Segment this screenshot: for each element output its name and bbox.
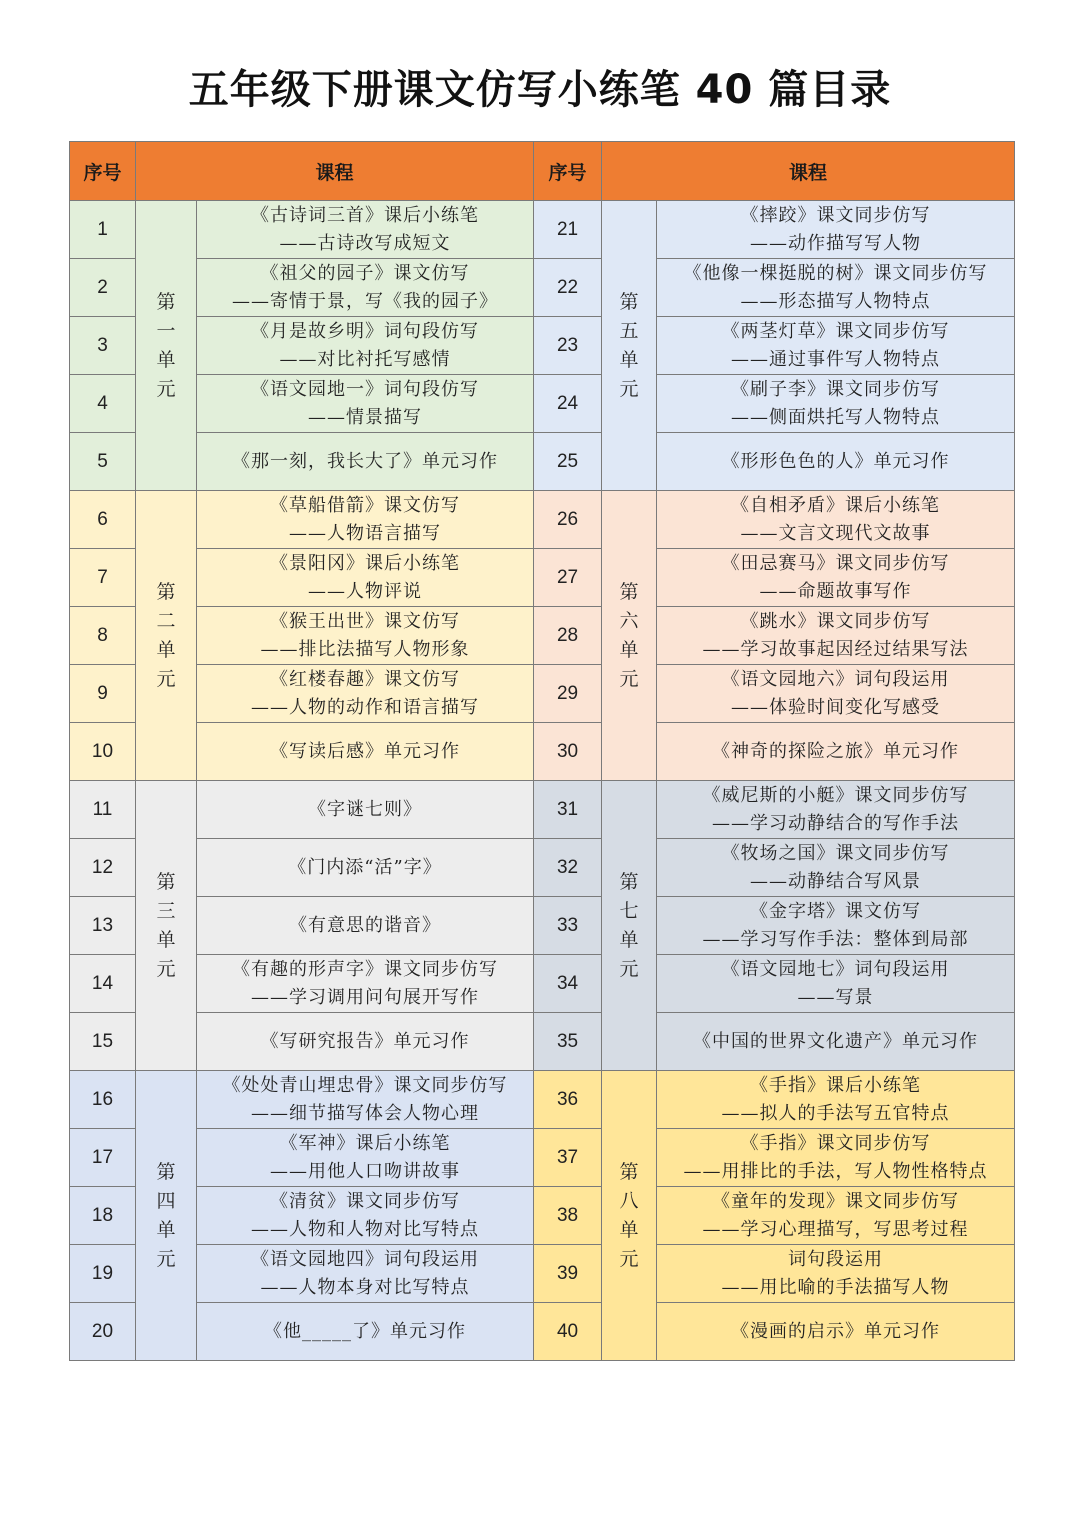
course-subtitle: ——体验时间变化写感受: [731, 696, 941, 718]
course-title: 《红楼春趣》课文仿写: [270, 668, 460, 690]
row-number: 10: [70, 723, 136, 781]
course-title: 《门内添“活”字》: [288, 856, 442, 878]
course-title: 《语文园地四》词句段运用: [251, 1248, 479, 1270]
table-row: [70, 839, 1015, 897]
course-subtitle: ——用比喻的手法描写人物: [721, 1276, 950, 1298]
course-title: 《清贫》课文同步仿写: [270, 1190, 460, 1212]
course-cell: [657, 1187, 1015, 1245]
page-title: 五年级下册课文仿写小练笔 40 篇目录: [188, 67, 892, 113]
course-cell: [657, 839, 1015, 897]
course-subtitle: ——学习调用问句展开写作: [251, 986, 479, 1008]
course-subtitle: ——人物本身对比写特点: [260, 1276, 470, 1298]
unit-label-cell: [136, 201, 197, 491]
unit-label: [156, 868, 175, 984]
course-title: 《语文园地六》词句段运用: [721, 668, 950, 690]
unit-char: 单: [619, 1218, 639, 1241]
course-subtitle: ——古诗改写成短文: [279, 232, 451, 254]
unit-char: 五: [619, 319, 639, 342]
table-row: [70, 1303, 1015, 1361]
unit-char: 第: [156, 290, 176, 313]
course-title: 《猴王出世》课文仿写: [270, 610, 460, 632]
unit-label-cell: [136, 1071, 197, 1361]
unit-char: 元: [156, 957, 176, 980]
course-subtitle: ——用他人口吻讲故事: [270, 1160, 460, 1182]
course-subtitle: ——学习写作手法：整体到局部: [702, 928, 969, 950]
course-subtitle: ——人物语言描写: [289, 522, 441, 544]
unit-char: 第: [619, 870, 639, 893]
course-title: 《语文园地七》词句段运用: [721, 958, 950, 980]
table-row: [70, 491, 1015, 549]
course-cell: [657, 607, 1015, 665]
unit-char: 第: [619, 290, 639, 313]
course-cell: [197, 375, 534, 433]
course-title: 《他_____了》单元习作: [264, 1320, 466, 1342]
course-title: 《中国的世界文化遗产》单元习作: [693, 1030, 979, 1052]
unit-char: 第: [619, 1160, 639, 1183]
course-subtitle: ——写景: [797, 986, 874, 1008]
unit-char: 第: [156, 1160, 176, 1183]
course-cell: [657, 375, 1015, 433]
row-number: 6: [70, 491, 136, 549]
unit-char: 二: [156, 609, 176, 632]
table-row: [70, 897, 1015, 955]
course-subtitle: ——命题故事写作: [759, 580, 912, 602]
table-row: [70, 375, 1015, 433]
course-subtitle: ——侧面烘托写人物特点: [731, 406, 941, 428]
course-title: 《田忌赛马》课文同步仿写: [721, 552, 950, 574]
course-subtitle: ——动静结合写风景: [750, 870, 922, 892]
course-subtitle: ——学习动静结合的写作手法: [712, 812, 960, 834]
unit-label-cell: [602, 1071, 657, 1361]
row-number: 3: [70, 317, 136, 375]
course-title: 词句段运用: [788, 1248, 884, 1270]
unit-char: 八: [619, 1189, 639, 1212]
course-cell: [197, 839, 534, 897]
course-subtitle: ——学习故事起因经过结果写法: [702, 638, 969, 660]
unit-char: 单: [156, 348, 176, 371]
course-subtitle: ——学习心理描写，写思考过程: [702, 1218, 969, 1240]
course-title: 《童年的发现》课文同步仿写: [712, 1190, 960, 1212]
course-cell: [657, 723, 1015, 781]
course-title: 《他像一棵挺脱的树》课文同步仿写: [683, 262, 988, 284]
course-title: 《摔跤》课文同步仿写: [740, 204, 931, 226]
course-subtitle: ——文言文现代文故事: [740, 522, 931, 544]
course-cell: [657, 955, 1015, 1013]
header-row: [70, 142, 1015, 201]
course-title: 《写研究报告》单元习作: [260, 1030, 470, 1052]
row-number: 14: [70, 955, 136, 1013]
course-cell: [657, 781, 1015, 839]
course-cell: [657, 201, 1015, 259]
unit-char: 四: [156, 1189, 176, 1212]
course-subtitle: ——用排比的手法，写人物性格特点: [683, 1160, 988, 1182]
row-number: 32: [534, 839, 602, 897]
unit-char: 单: [156, 638, 176, 661]
course-cell: [197, 1071, 534, 1129]
course-subtitle: ——对比衬托写感情: [279, 348, 451, 370]
row-number: 15: [70, 1013, 136, 1071]
row-number: 9: [70, 665, 136, 723]
course-title: 《自相矛盾》课后小练笔: [731, 494, 941, 516]
course-cell: [197, 549, 534, 607]
course-title: 《威尼斯的小艇》课文同步仿写: [702, 784, 969, 806]
table-row: [70, 781, 1015, 839]
course-title: 《漫画的启示》单元习作: [731, 1320, 941, 1342]
course-cell: [197, 897, 534, 955]
course-cell: [657, 665, 1015, 723]
row-number: 28: [534, 607, 602, 665]
course-cell: [197, 1187, 534, 1245]
unit-label-cell: [602, 491, 657, 781]
course-title: 《那一刻，我长大了》单元习作: [232, 450, 498, 472]
row-number: 31: [534, 781, 602, 839]
course-cell: [657, 1245, 1015, 1303]
course-cell: [657, 897, 1015, 955]
row-number: 21: [534, 201, 602, 259]
course-title: 《神奇的探险之旅》单元习作: [712, 740, 960, 762]
unit-label: [156, 1158, 175, 1274]
table-row: [70, 607, 1015, 665]
row-number: 11: [70, 781, 136, 839]
unit-label: [620, 868, 639, 984]
course-subtitle: ——形态描写人物特点: [740, 290, 931, 312]
row-number: 7: [70, 549, 136, 607]
course-cell: [197, 665, 534, 723]
row-number: 26: [534, 491, 602, 549]
course-title: 《古诗词三首》课后小练笔: [251, 204, 479, 226]
course-title: 《有趣的形声字》课文同步仿写: [232, 958, 498, 980]
course-title: 《处处青山埋忠骨》课文同步仿写: [222, 1074, 508, 1096]
course-title: 《草船借箭》课文仿写: [270, 494, 460, 516]
course-title: 《字谜七则》: [308, 798, 422, 820]
course-cell: [197, 1303, 534, 1361]
course-cell: [657, 317, 1015, 375]
row-number: 12: [70, 839, 136, 897]
row-number: 8: [70, 607, 136, 665]
row-number: 2: [70, 259, 136, 317]
course-cell: [657, 1013, 1015, 1071]
row-number: 29: [534, 665, 602, 723]
course-subtitle: ——寄情于景，写《我的园子》: [232, 290, 498, 312]
row-number: 18: [70, 1187, 136, 1245]
course-cell: [197, 433, 534, 491]
course-title: 《形形色色的人》单元习作: [721, 450, 950, 472]
course-title: 《有意思的谐音》: [289, 914, 441, 936]
course-cell: [197, 955, 534, 1013]
unit-char: 单: [619, 348, 639, 371]
table-row: [70, 1129, 1015, 1187]
table-row: [70, 1071, 1015, 1129]
course-subtitle: ——通过事件写人物特点: [731, 348, 941, 370]
unit-char: 单: [156, 1218, 176, 1241]
course-title: 《语文园地一》词句段仿写: [251, 378, 479, 400]
unit-char: 元: [619, 957, 639, 980]
toc-table: [69, 141, 1015, 1361]
course-title: 《写读后感》单元习作: [270, 740, 460, 762]
course-cell: [657, 491, 1015, 549]
unit-label: [620, 288, 639, 404]
unit-char: 三: [156, 899, 176, 922]
course-title: 《刷子李》课文同步仿写: [731, 378, 941, 400]
course-cell: [657, 433, 1015, 491]
unit-char: 第: [156, 580, 176, 603]
unit-label: [156, 288, 175, 404]
course-title: 《跳水》课文同步仿写: [740, 610, 931, 632]
table-row: [70, 549, 1015, 607]
unit-char: 单: [619, 928, 639, 951]
course-subtitle: ——拟人的手法写五官特点: [721, 1102, 950, 1124]
course-cell: [657, 1303, 1015, 1361]
row-number: 4: [70, 375, 136, 433]
course-cell: [197, 1129, 534, 1187]
row-number: 39: [534, 1245, 602, 1303]
unit-label: [156, 578, 175, 694]
course-cell: [197, 1013, 534, 1071]
unit-char: 一: [156, 319, 176, 342]
table-row: [70, 1245, 1015, 1303]
unit-label-cell: [136, 781, 197, 1071]
course-cell: [197, 1245, 534, 1303]
course-title: 《手指》课文同步仿写: [740, 1132, 931, 1154]
header-course-left: 课程: [136, 142, 534, 201]
table-row: [70, 317, 1015, 375]
unit-label-cell: [602, 201, 657, 491]
unit-char: 七: [619, 899, 639, 922]
row-number: 30: [534, 723, 602, 781]
course-subtitle: ——人物评说: [308, 580, 422, 602]
course-title: 《两茎灯草》课文同步仿写: [721, 320, 950, 342]
unit-label-cell: [136, 491, 197, 781]
unit-label-cell: [602, 781, 657, 1071]
course-cell: [657, 549, 1015, 607]
course-title: 《祖父的园子》课文仿写: [260, 262, 470, 284]
unit-label: [620, 1158, 639, 1274]
unit-char: 第: [156, 870, 176, 893]
table-row: [70, 201, 1015, 259]
course-cell: [197, 317, 534, 375]
unit-char: 第: [619, 580, 639, 603]
unit-char: 元: [619, 377, 639, 400]
course-title: 《月是故乡明》词句段仿写: [251, 320, 479, 342]
course-cell: [197, 201, 534, 259]
unit-char: 元: [156, 667, 176, 690]
course-cell: [657, 1071, 1015, 1129]
unit-char: 元: [156, 1247, 176, 1270]
course-cell: [657, 259, 1015, 317]
row-number: 40: [534, 1303, 602, 1361]
row-number: 33: [534, 897, 602, 955]
header-seq-right: 序号: [534, 142, 602, 201]
course-subtitle: ——排比法描写人物形象: [260, 638, 470, 660]
course-title: 《金字塔》课文仿写: [750, 900, 922, 922]
course-cell: [197, 781, 534, 839]
row-number: 35: [534, 1013, 602, 1071]
course-cell: [197, 607, 534, 665]
row-number: 5: [70, 433, 136, 491]
table-row: [70, 723, 1015, 781]
row-number: 22: [534, 259, 602, 317]
header-seq-left: 序号: [70, 142, 136, 201]
unit-char: 单: [619, 638, 639, 661]
row-number: 23: [534, 317, 602, 375]
row-number: 16: [70, 1071, 136, 1129]
row-number: 1: [70, 201, 136, 259]
table-row: [70, 433, 1015, 491]
course-title: 《景阳冈》课后小练笔: [270, 552, 460, 574]
course-title: 《军神》课后小练笔: [279, 1132, 451, 1154]
course-cell: [197, 491, 534, 549]
row-number: 36: [534, 1071, 602, 1129]
unit-char: 元: [619, 1247, 639, 1270]
header-course-right: 课程: [602, 142, 1015, 201]
row-number: 13: [70, 897, 136, 955]
table-row: [70, 955, 1015, 1013]
row-number: 38: [534, 1187, 602, 1245]
course-subtitle: ——动作描写写人物: [750, 232, 922, 254]
course-cell: [197, 723, 534, 781]
row-number: 27: [534, 549, 602, 607]
course-subtitle: ——情景描写: [308, 406, 422, 428]
course-subtitle: ——人物的动作和语言描写: [251, 696, 479, 718]
course-subtitle: ——人物和人物对比写特点: [251, 1218, 479, 1240]
unit-char: 元: [156, 377, 176, 400]
course-cell: [197, 259, 534, 317]
row-number: 19: [70, 1245, 136, 1303]
row-number: 24: [534, 375, 602, 433]
course-title: 《牧场之国》课文同步仿写: [721, 842, 950, 864]
row-number: 37: [534, 1129, 602, 1187]
table-row: [70, 665, 1015, 723]
unit-label: [620, 578, 639, 694]
unit-char: 元: [619, 667, 639, 690]
unit-char: 单: [156, 928, 176, 951]
unit-char: 六: [619, 609, 639, 632]
course-cell: [657, 1129, 1015, 1187]
table-row: [70, 259, 1015, 317]
toc-body: [70, 201, 1015, 1361]
course-subtitle: ——细节描写体会人物心理: [251, 1102, 479, 1124]
row-number: 20: [70, 1303, 136, 1361]
course-title: 《手指》课后小练笔: [750, 1074, 922, 1096]
table-row: [70, 1187, 1015, 1245]
row-number: 17: [70, 1129, 136, 1187]
row-number: 25: [534, 433, 602, 491]
table-row: [70, 1013, 1015, 1071]
row-number: 34: [534, 955, 602, 1013]
